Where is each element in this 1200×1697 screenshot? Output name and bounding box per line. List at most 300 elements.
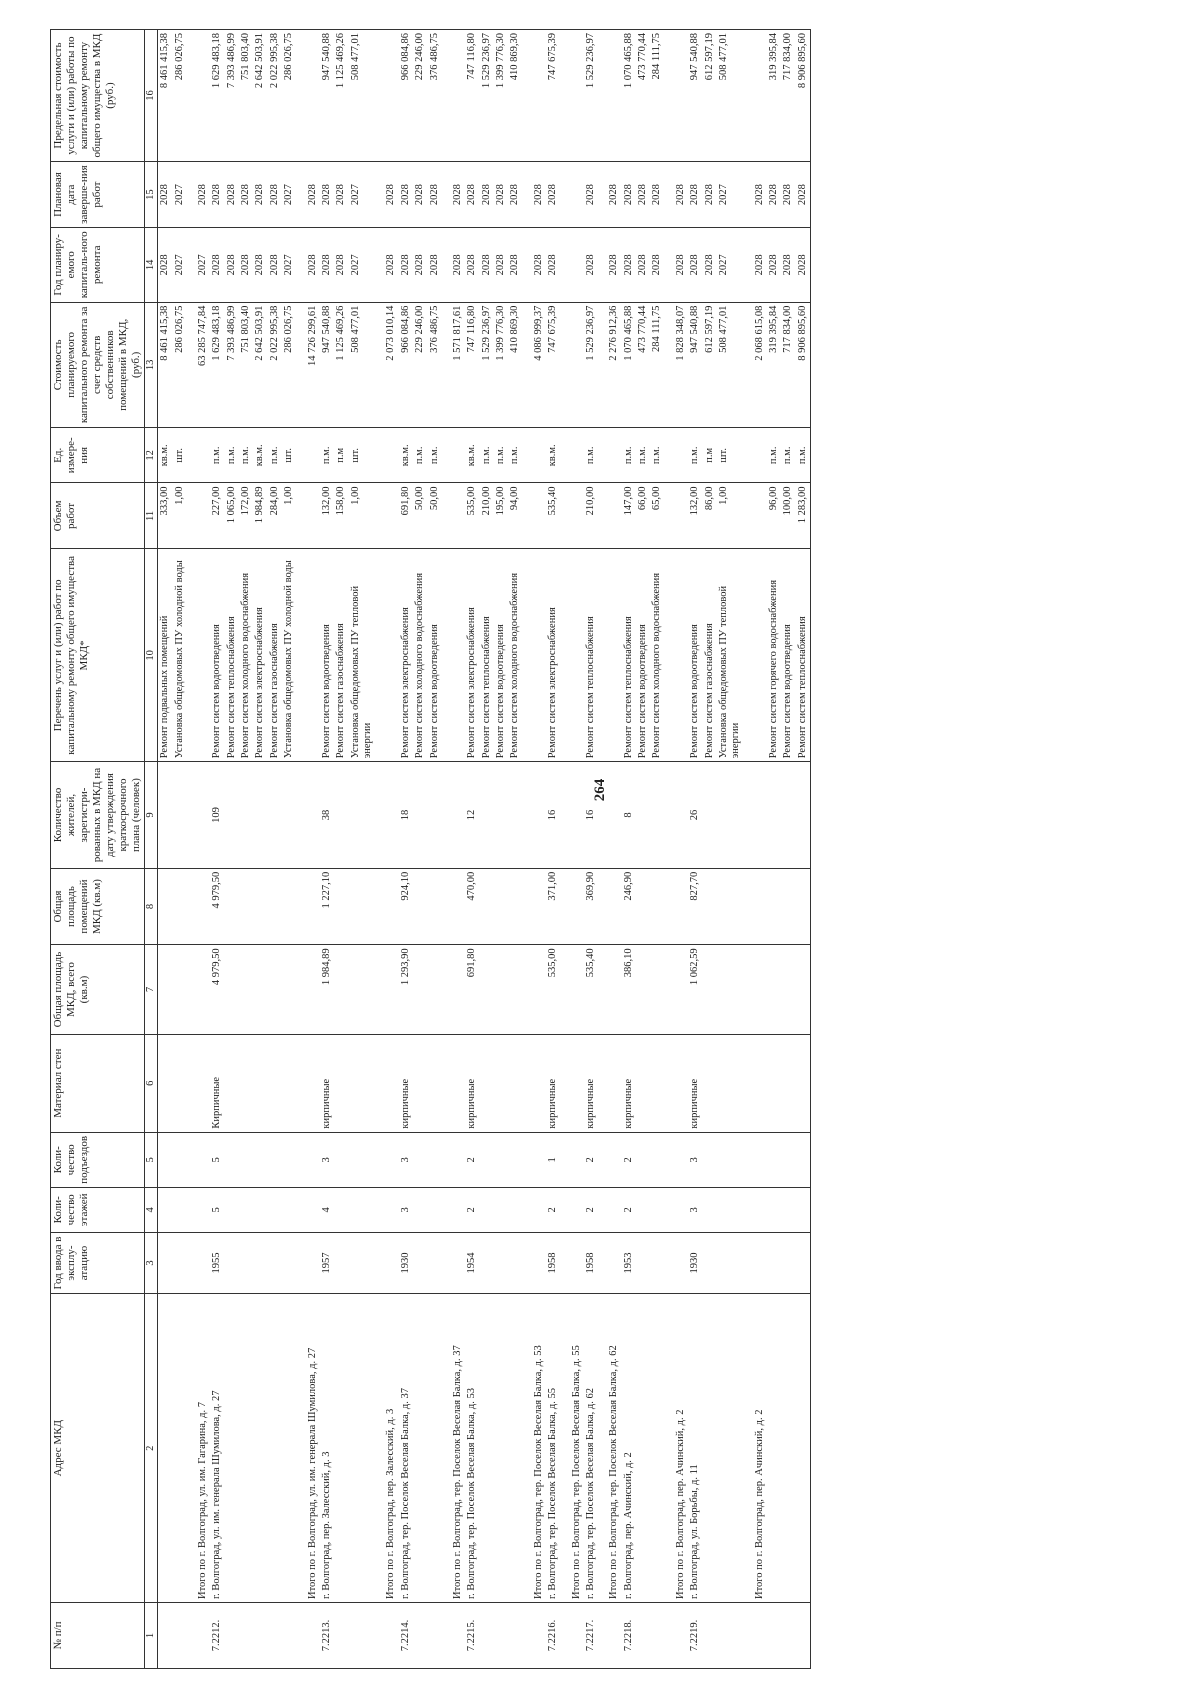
work-name: Установка общедомовых ПУ тепловой энергии <box>349 548 376 761</box>
work-volume: 1,00 <box>349 482 376 548</box>
work-end-date: 2028 <box>688 161 702 227</box>
empty-cell <box>297 1602 320 1668</box>
empty-cell <box>268 1034 282 1132</box>
empty-cell <box>561 1187 584 1232</box>
work-year: 2028 <box>225 227 239 302</box>
empty-cell <box>334 944 348 1033</box>
total-cost: 2 073 010,14 <box>375 302 398 428</box>
empty-cell <box>665 868 688 945</box>
work-limit-cost: 1 529 236,97 <box>584 29 598 161</box>
work-unit: п.м. <box>268 427 282 482</box>
work-row <box>508 29 522 1668</box>
total-end: 2028 <box>523 161 546 227</box>
house-address <box>767 1293 781 1602</box>
house-address: г. Волгоград, ул. им. генерала Шумилова, д. 27 <box>210 1293 224 1602</box>
empty-cell <box>561 1232 584 1294</box>
empty-cell <box>239 868 253 945</box>
empty-cell <box>253 1187 267 1232</box>
total-end: 2028 <box>297 161 320 227</box>
total-year: 2028 <box>442 227 465 302</box>
total-label: Итого по г. Волгоград, тер. Поселок Веселая Балка, д. 62 <box>598 1293 621 1602</box>
house-number: 7.2212. <box>210 1602 224 1668</box>
work-name: Ремонт систем водоотведения <box>210 548 224 761</box>
work-cost: 286 026,75 <box>173 302 187 428</box>
empty-cell <box>744 868 767 945</box>
work-volume: 132,00 <box>688 482 702 548</box>
house-residents: 16 <box>584 761 598 867</box>
work-volume: 50,00 <box>428 482 442 548</box>
empty-cell <box>268 944 282 1033</box>
work-volume: 1 984,89 <box>253 482 267 548</box>
work-volume: 66,00 <box>636 482 650 548</box>
empty-cell <box>253 1034 267 1132</box>
house-address: г. Волгоград, тер. Поселок Веселая Балка, д. 55 <box>546 1293 560 1602</box>
empty-cell <box>173 1232 187 1294</box>
work-row <box>413 29 427 1668</box>
column-header-10: Перечень услуг и (или) работ по капитальному ремонту общего имущества МКД* <box>51 548 145 761</box>
column-number-14: 14 <box>144 227 157 302</box>
work-unit: п.м. <box>584 427 598 482</box>
work-cost: 376 486,75 <box>428 302 442 428</box>
empty-cell <box>413 1293 427 1602</box>
work-name: Ремонт систем электроснабжения <box>399 548 413 761</box>
empty-cell <box>598 944 621 1033</box>
column-header-6: Материал стен <box>51 1034 145 1132</box>
work-year: 2028 <box>636 227 650 302</box>
work-limit-cost: 7 393 486,99 <box>225 29 239 161</box>
total-end <box>561 161 584 227</box>
work-cost: 747 675,39 <box>546 302 560 428</box>
work-volume: 210,00 <box>480 482 494 548</box>
work-cost: 410 869,30 <box>508 302 522 428</box>
empty-cell <box>744 944 767 1033</box>
total-label: Итого по г. Волгоград, тер. Поселок Веселая Балка, д. 53 <box>523 1293 546 1602</box>
column-number-11: 11 <box>144 482 157 548</box>
house-number: 7.2213. <box>320 1602 334 1668</box>
work-end-date: 2027 <box>173 161 187 227</box>
empty-cell <box>334 761 348 867</box>
work-name: Ремонт систем холодного водоснабжения <box>508 548 522 761</box>
house-number <box>767 1602 781 1668</box>
empty-cell <box>297 761 320 867</box>
house-year: 1955 <box>210 1232 224 1294</box>
empty-cell <box>158 1132 173 1187</box>
empty-cell <box>636 944 650 1033</box>
header-number-row <box>144 29 157 1668</box>
work-unit: п.м. <box>225 427 239 482</box>
empty-cell <box>703 1132 717 1187</box>
work-unit: шт. <box>282 427 296 482</box>
house-residents: 109 <box>210 761 224 867</box>
empty-cell <box>282 761 296 867</box>
empty-cell <box>781 1034 795 1132</box>
house-wall-material: кирпичные <box>622 1034 636 1132</box>
empty-cell <box>158 1293 173 1602</box>
empty-cell <box>636 1187 650 1232</box>
total-cost: 2 276 912,36 <box>598 302 621 428</box>
empty-cell <box>717 1034 744 1132</box>
empty-cell <box>650 1034 664 1132</box>
work-end-date: 2028 <box>767 161 781 227</box>
empty-cell <box>665 944 688 1033</box>
house-premises-area: 246,90 <box>622 868 636 945</box>
work-unit: п.м. <box>622 427 636 482</box>
work-cost: 747 116,80 <box>465 302 479 428</box>
work-cost: 2 642 503,91 <box>253 302 267 428</box>
empty-cell <box>508 761 522 867</box>
empty-cell <box>225 761 239 867</box>
column-number-8: 8 <box>144 868 157 945</box>
empty-cell <box>665 1602 688 1668</box>
work-year: 2028 <box>703 227 717 302</box>
empty-cell <box>282 1132 296 1187</box>
empty-cell <box>268 1293 282 1602</box>
work-volume: 284,00 <box>268 482 282 548</box>
empty-cell <box>173 868 187 945</box>
work-unit: п.м. <box>480 427 494 482</box>
work-end-date: 2028 <box>494 161 508 227</box>
empty-cell <box>428 1034 442 1132</box>
empty-cell <box>717 1602 744 1668</box>
work-limit-cost: 508 477,01 <box>349 29 376 161</box>
work-cost: 284 111,75 <box>650 302 664 428</box>
empty-cell <box>796 1187 811 1232</box>
empty-cell <box>187 1187 210 1232</box>
empty-cell <box>480 1034 494 1132</box>
house-year: 1958 <box>546 1232 560 1294</box>
house-entrances: 2 <box>622 1132 636 1187</box>
house-number: 7.2214. <box>399 1602 413 1668</box>
work-row <box>399 29 413 1668</box>
work-end-date: 2028 <box>636 161 650 227</box>
work-row <box>173 29 187 1668</box>
work-limit-cost: 376 486,75 <box>428 29 442 161</box>
total-row <box>297 29 320 1668</box>
empty-cell <box>665 548 688 761</box>
work-year: 2028 <box>210 227 224 302</box>
empty-cell <box>173 944 187 1033</box>
work-row <box>282 29 296 1668</box>
house-total-area: 1 293,90 <box>399 944 413 1033</box>
empty-cell <box>480 1187 494 1232</box>
work-limit-cost: 1 070 465,88 <box>622 29 636 161</box>
empty-cell <box>523 1034 546 1132</box>
empty-cell <box>636 1602 650 1668</box>
column-header-3: Год ввода в эксплу-атацию <box>51 1232 145 1294</box>
total-end: 2028 <box>442 161 465 227</box>
work-limit-cost: 508 477,01 <box>717 29 744 161</box>
work-name: Ремонт систем водоотведения <box>781 548 795 761</box>
empty-cell <box>523 548 546 761</box>
work-end-date: 2028 <box>508 161 522 227</box>
work-volume: 100,00 <box>781 482 795 548</box>
house-entrances: 5 <box>210 1132 224 1187</box>
empty-cell <box>703 868 717 945</box>
house-premises-area: 4 979,50 <box>210 868 224 945</box>
work-name: Ремонт систем теплоснабжения <box>622 548 636 761</box>
empty-cell <box>781 1293 795 1602</box>
empty-cell <box>781 1187 795 1232</box>
house-floors: 3 <box>399 1187 413 1232</box>
work-name: Ремонт систем газоснабжения <box>334 548 348 761</box>
work-name: Ремонт систем теплоснабжения <box>796 548 811 761</box>
empty-cell <box>703 1602 717 1668</box>
empty-cell <box>375 1132 398 1187</box>
house-address: г. Волгоград, тер. Поселок Веселая Балка, д. 37 <box>399 1293 413 1602</box>
house-total-area: 1 984,89 <box>320 944 334 1033</box>
empty-cell <box>158 1187 173 1232</box>
work-name: Ремонт систем водоотведения <box>494 548 508 761</box>
house-premises-area <box>767 868 781 945</box>
empty-cell <box>717 868 744 945</box>
work-unit: п.м. <box>320 427 334 482</box>
work-year: 2028 <box>494 227 508 302</box>
house-floors: 5 <box>210 1187 224 1232</box>
total-cost: 4 086 999,37 <box>523 302 546 428</box>
house-address: г. Волгоград, ул. Борьбы, д. 11 <box>688 1293 702 1602</box>
empty-cell <box>187 761 210 867</box>
work-year: 2028 <box>622 227 636 302</box>
work-limit-cost: 717 834,00 <box>781 29 795 161</box>
house-residents: 26 <box>688 761 702 867</box>
empty-cell <box>744 1232 767 1294</box>
empty-cell <box>428 868 442 945</box>
work-name: Ремонт подвальных помещений <box>158 548 173 761</box>
rotated-table-container <box>50 29 1150 1669</box>
work-name: Ремонт систем электроснабжения <box>253 548 267 761</box>
empty-cell <box>598 1232 621 1294</box>
total-row <box>187 29 210 1668</box>
empty-cell <box>225 1034 239 1132</box>
empty-cell <box>334 1232 348 1294</box>
work-volume: 535,00 <box>465 482 479 548</box>
empty-cell <box>561 548 584 761</box>
work-limit-cost: 8 906 895,60 <box>796 29 811 161</box>
total-cost: 63 285 747,84 <box>187 302 210 428</box>
house-premises-area: 369,90 <box>584 868 598 945</box>
work-end-date: 2027 <box>349 161 376 227</box>
empty-cell <box>158 1602 173 1668</box>
work-year: 2027 <box>717 227 744 302</box>
empty-cell <box>334 1602 348 1668</box>
empty-cell <box>442 1132 465 1187</box>
column-number-2: 2 <box>144 1293 157 1602</box>
work-end-date: 2028 <box>320 161 334 227</box>
empty-cell <box>442 1187 465 1232</box>
house-number: 7.2215. <box>465 1602 479 1668</box>
work-end-date: 2028 <box>413 161 427 227</box>
column-number-13: 13 <box>144 302 157 428</box>
empty-cell <box>225 1187 239 1232</box>
empty-cell <box>282 1034 296 1132</box>
work-name: Ремонт систем холодного водоснабжения <box>650 548 664 761</box>
house-year <box>767 1232 781 1294</box>
work-limit-cost: 751 803,40 <box>239 29 253 161</box>
house-entrances: 3 <box>320 1132 334 1187</box>
work-name: Ремонт систем электроснабжения <box>546 548 560 761</box>
work-year: 2028 <box>650 227 664 302</box>
work-cost: 717 834,00 <box>781 302 795 428</box>
work-name: Установка общедомовых ПУ тепловой энергии <box>717 548 744 761</box>
house-total-area <box>767 944 781 1033</box>
total-end: 2028 <box>187 161 210 227</box>
empty-cell <box>494 1232 508 1294</box>
total-row <box>598 29 621 1668</box>
empty-cell <box>442 944 465 1033</box>
empty-cell <box>225 1232 239 1294</box>
work-year: 2028 <box>688 227 702 302</box>
work-end-date: 2028 <box>703 161 717 227</box>
empty-cell <box>665 1034 688 1132</box>
empty-cell <box>428 1293 442 1602</box>
work-name: Ремонт систем водоотведения <box>636 548 650 761</box>
work-volume: 1,00 <box>173 482 187 548</box>
work-row <box>268 29 282 1668</box>
column-number-9: 9 <box>144 761 157 867</box>
work-volume: 195,00 <box>494 482 508 548</box>
empty-cell <box>334 868 348 945</box>
empty-cell <box>796 944 811 1033</box>
work-unit: п.м. <box>636 427 650 482</box>
house-premises-area: 1 227,10 <box>320 868 334 945</box>
work-volume: 535,40 <box>546 482 560 548</box>
work-unit: п.м <box>334 427 348 482</box>
empty-cell <box>375 548 398 761</box>
work-row <box>253 29 267 1668</box>
empty-cell <box>349 1034 376 1132</box>
total-year: 2027 <box>187 227 210 302</box>
empty-cell <box>173 1034 187 1132</box>
empty-cell <box>561 29 584 161</box>
total-label: Итого по г. Волгоград, пер. Ачинский, д. 2 <box>665 1293 688 1602</box>
empty-cell <box>413 1034 427 1132</box>
work-end-date: 2028 <box>584 161 598 227</box>
work-limit-cost: 1 399 776,30 <box>494 29 508 161</box>
total-label: Итого по г. Волгоград, пер. Ачинский, д. 2 <box>744 1293 767 1602</box>
house-number: 7.2217. <box>584 1602 598 1668</box>
empty-cell <box>523 868 546 945</box>
table-body <box>158 29 811 1668</box>
empty-cell <box>561 482 584 548</box>
house-total-area: 386,10 <box>622 944 636 1033</box>
house-address: г. Волгоград, тер. Поселок Веселая Балка, д. 53 <box>465 1293 479 1602</box>
house-wall-material: кирпичные <box>688 1034 702 1132</box>
empty-cell <box>187 1034 210 1132</box>
column-number-6: 6 <box>144 1034 157 1132</box>
empty-cell <box>665 1187 688 1232</box>
column-header-14: Год планиру-емого капиталь-ного ремонта <box>51 227 145 302</box>
empty-cell <box>744 1602 767 1668</box>
work-row <box>546 29 560 1668</box>
empty-cell <box>282 1187 296 1232</box>
empty-cell <box>561 1034 584 1132</box>
empty-cell <box>158 761 173 867</box>
work-limit-cost: 286 026,75 <box>173 29 187 161</box>
empty-cell <box>744 482 767 548</box>
empty-cell <box>413 1232 427 1294</box>
empty-cell <box>650 1293 664 1602</box>
house-wall-material: кирпичные <box>399 1034 413 1132</box>
empty-cell <box>494 1187 508 1232</box>
house-address: г. Волгоград, пер. Залесский, д. 3 <box>320 1293 334 1602</box>
work-year: 2027 <box>349 227 376 302</box>
page-number: 264 <box>592 778 608 802</box>
work-unit: шт. <box>717 427 744 482</box>
empty-cell <box>239 1132 253 1187</box>
empty-cell <box>744 548 767 761</box>
work-unit: п.м. <box>508 427 522 482</box>
empty-cell <box>239 1034 253 1132</box>
total-cost: 14 726 299,61 <box>297 302 320 428</box>
empty-cell <box>744 761 767 867</box>
work-volume: 94,00 <box>508 482 522 548</box>
work-unit: п.м. <box>767 427 781 482</box>
empty-cell <box>508 1187 522 1232</box>
empty-cell <box>375 868 398 945</box>
work-year: 2028 <box>508 227 522 302</box>
total-row <box>523 29 546 1668</box>
work-year: 2028 <box>584 227 598 302</box>
empty-cell <box>508 1132 522 1187</box>
empty-cell <box>636 868 650 945</box>
work-cost: 8 906 895,60 <box>796 302 811 428</box>
empty-cell <box>268 1232 282 1294</box>
empty-cell <box>349 761 376 867</box>
work-name: Ремонт систем холодного водоснабжения <box>239 548 253 761</box>
total-row <box>665 29 688 1668</box>
empty-cell <box>413 868 427 945</box>
work-limit-cost: 284 111,75 <box>650 29 664 161</box>
empty-cell <box>225 1293 239 1602</box>
empty-cell <box>375 427 398 482</box>
empty-cell <box>561 868 584 945</box>
total-year <box>561 227 584 302</box>
empty-cell <box>744 29 767 161</box>
work-year: 2028 <box>239 227 253 302</box>
work-cost: 1 529 236,97 <box>480 302 494 428</box>
empty-cell <box>703 1232 717 1294</box>
work-limit-cost: 2 022 995,38 <box>268 29 282 161</box>
empty-cell <box>703 1034 717 1132</box>
work-volume: 96,00 <box>767 482 781 548</box>
work-unit: п.м. <box>781 427 795 482</box>
empty-cell <box>796 761 811 867</box>
empty-cell <box>442 1232 465 1294</box>
work-year: 2028 <box>268 227 282 302</box>
empty-cell <box>442 868 465 945</box>
column-header-2: Адрес МКД <box>51 1293 145 1602</box>
empty-cell <box>523 1232 546 1294</box>
total-row <box>744 29 767 1668</box>
empty-cell <box>297 1187 320 1232</box>
house-wall-material: кирпичные <box>465 1034 479 1132</box>
column-header-15: Плановая дата заверше-ния работ <box>51 161 145 227</box>
work-limit-cost: 410 869,30 <box>508 29 522 161</box>
total-row <box>375 29 398 1668</box>
empty-cell <box>158 1034 173 1132</box>
capital-repair-table <box>50 29 811 1669</box>
house-total-area: 1 062,59 <box>688 944 702 1033</box>
work-unit: п.м. <box>413 427 427 482</box>
work-cost: 947 540,88 <box>688 302 702 428</box>
empty-cell <box>187 427 210 482</box>
work-year: 2028 <box>480 227 494 302</box>
work-cost: 1 529 236,97 <box>584 302 598 428</box>
work-end-date: 2028 <box>210 161 224 227</box>
work-name: Ремонт систем электроснабжения <box>465 548 479 761</box>
empty-cell <box>187 944 210 1033</box>
empty-cell <box>375 1232 398 1294</box>
